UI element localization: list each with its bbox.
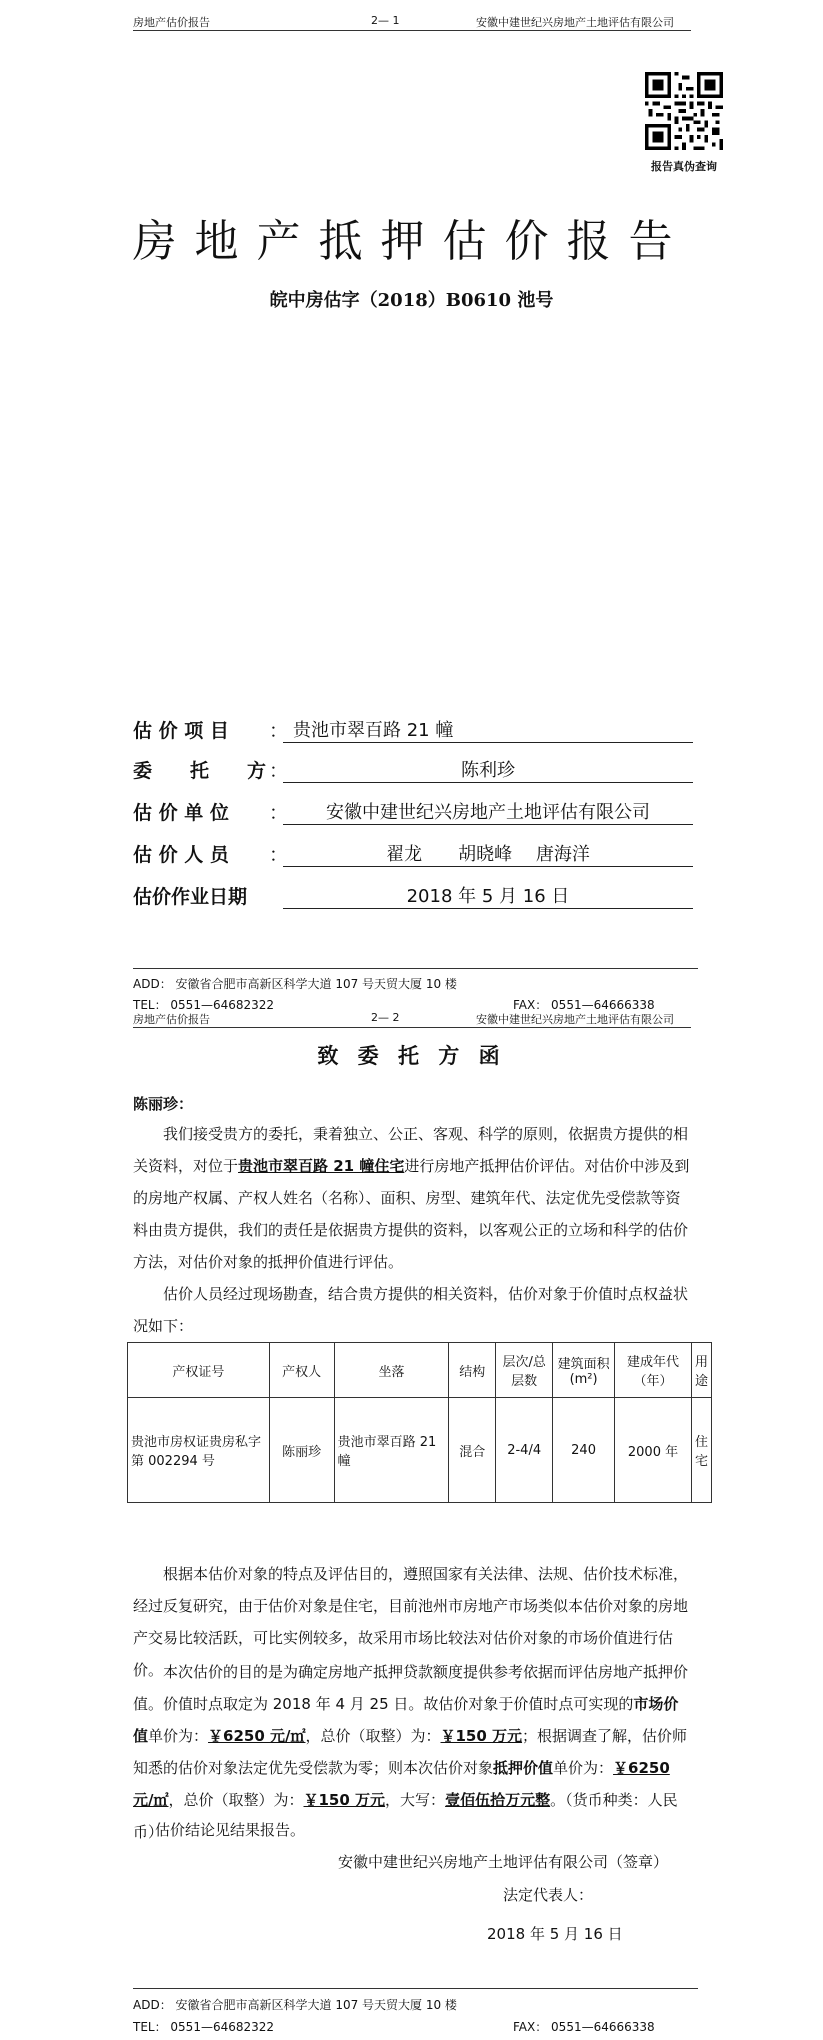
page2-footer-tel: TEL： 0551—64682322 [133,2020,275,2034]
market-total-price: ￥150 万元 [440,1727,523,1745]
letter-salutation: 陈丽珍： [133,1095,194,1113]
table-header-cell: 建筑面积(m²) [553,1343,615,1398]
table-header-cell: 产权人 [269,1343,334,1398]
page1-footer-address: ADD： 安徽省合肥市高新区科学大道 107 号天贸大厦 10 楼 [133,977,457,991]
field-project-value: 贵池市翠百路 21 幢 [283,716,693,743]
page2-footer-rule [133,1988,698,1989]
page2-footer-fax: FAX： 0551—64666338 [513,2020,655,2034]
mortgage-total-price: ￥150 万元 [303,1791,386,1809]
page1-footer-tel: TEL： 0551—64682322 [133,998,275,1012]
field-date-value: 2018 年 5 月 16 日 [283,882,693,909]
table-header-cell: 坐落 [334,1343,449,1398]
total-in-words: 壹佰伍拾万元整 [445,1791,551,1809]
page1-footer-fax: FAX： 0551—64666338 [513,998,655,1012]
paragraph-intro-a: 我们接受贵方的委托，秉着独立、公正、客观、科学的原则，依据贵方提供的相关资料，对位于 [133,1125,689,1175]
table-header-cell: 产权证号 [128,1343,270,1398]
field-client [133,756,693,786]
conclusion-text-k: ，总价（取整）为： [168,1791,304,1809]
page2-header-left: 房地产估价报告 [133,1013,210,1026]
qr-code-icon[interactable] [645,72,723,150]
field-date-label: 估价作业日期 [133,886,248,908]
conclusion-text-o: 。（货币种类：人民币） [133,1791,678,1841]
property-table [127,1342,712,1503]
table-header-cell: 层次/总层数 [496,1343,553,1398]
page1-header-left: 房地产估价报告 [133,16,210,29]
letter-title: 致 委 托 方 函 [317,1043,506,1068]
table-cell: 住宅 [691,1398,711,1503]
paragraph-survey-text: 估价人员经过现场勘查，结合贵方提供的相关资料，估价对象于价值时点权益状况如下： [133,1285,689,1335]
qr-caption: 报告真伪查询 [651,160,717,173]
field-project-label: 估 价 项 目 [133,720,229,742]
field-date [133,882,693,912]
paragraph-survey [133,1278,693,1342]
signature-representative: 法定代表人： [503,1886,594,1904]
field-colon: ： [269,844,289,866]
conclusion-text-c: 单价为： [148,1727,209,1745]
table-row [128,1398,712,1503]
market-unit-price: ￥6250 元/㎡ [208,1727,306,1745]
table-cell: 贵池市房权证贵房私字第 002294 号 [128,1398,270,1503]
page2-header-right: 安徽中建世纪兴房地产土地评估有限公司 [476,1013,674,1026]
page2-header-page: 2— 2 [371,1011,400,1024]
field-colon: ： [269,760,289,782]
signature-date: 2018 年 5 月 16 日 [487,1925,623,1943]
mortgage-value-label: 抵押价值 [493,1759,554,1777]
conclusion-text-e: ，总价（取整）为： [305,1727,441,1745]
mortgage-unit-price: ￥6250 元/㎡ [133,1759,670,1809]
field-client-label: 委 托 方 [133,760,267,782]
field-colon: ： [269,720,289,742]
page1-footer-rule [133,968,698,969]
field-project [133,716,693,746]
conclusion-text-a: 本次估价的目的是为确定房地产抵押贷款额度提供参考依据而评估房地产抵押价值。价值时点取定为 2018 年 4 月 25 日。故估价对象于价值时点可实现的 [133,1663,689,1713]
page1-header-page: 2— 1 [371,14,400,27]
table-header-cell: 结构 [449,1343,496,1398]
page2-header-rule [133,1027,691,1028]
table-header-row [128,1343,712,1398]
paragraph-see-report-text: 估价结论见结果报告。 [155,1821,306,1839]
paragraph-method-text: 根据本估价对象的特点及评估目的，遵照国家有关法律、法规、估价技术标准，经过反复研究，由于估价对象是住宅，目前池州市房地产市场类似本估价对象的房地产交易比较活跃，可比实例较多，故采用市场比较法对估价对象的市场价值进行估价。 [133,1565,689,1679]
page1-header-right: 安徽中建世纪兴房地产土地评估有限公司 [476,16,674,29]
paragraph-intro [133,1118,693,1278]
paragraph-intro-c: 进行房地产抵押估价评估。对估价中涉及到的房地产权属、产权人姓名（名称）、面积、房型、建筑年代、法定优先受偿款等资料由贵方提供，我们的责任是依据贵方提供的资料，以客观公正的立场和科学的估价方法，对估价对象的抵押价值进行评估。 [133,1157,690,1271]
market-value-label: 市场价值 [133,1695,679,1745]
table-cell: 2-4/4 [496,1398,553,1503]
table-cell: 陈丽珍 [269,1398,334,1503]
conclusion-text-g: ；根据调查了解，估价师知悉的估价对象法定优先受偿款为零；则本次估价对象 [133,1727,688,1777]
table-cell: 2000 年 [615,1398,692,1503]
signature-company: 安徽中建世纪兴房地产土地评估有限公司（签章） [338,1853,669,1871]
field-staff-label: 估 价 人 员 [133,844,229,866]
conclusion-text-m: ，大写： [385,1791,446,1809]
table-header-cell: 建成年代（年） [615,1343,692,1398]
property-location: 贵池市翠百路 21 幢住宅 [238,1157,405,1175]
table-cell: 240 [553,1398,615,1503]
field-unit [133,798,693,828]
field-staff-value: 翟龙 胡晓峰 唐海洋 [283,840,693,867]
field-staff [133,840,693,870]
page1-header-rule [133,30,691,31]
report-number: 皖中房估字（2018）B0610 池号 [269,290,554,311]
table-cell: 混合 [449,1398,496,1503]
paragraph-see-report [133,1814,693,1846]
table-cell: 贵池市翠百路 21 幢 [334,1398,449,1503]
field-unit-label: 估 价 单 位 [133,802,229,824]
table-header-cell: 用途 [691,1343,711,1398]
field-client-value: 陈利珍 [283,756,693,783]
field-unit-value: 安徽中建世纪兴房地产土地评估有限公司 [283,798,693,825]
report-title: 房地产抵押估价报告 [132,216,691,267]
conclusion-text-i: 单价为： [553,1759,614,1777]
page2-footer-address: ADD： 安徽省合肥市高新区科学大道 107 号天贸大厦 10 楼 [133,1998,457,2012]
field-colon: ： [269,802,289,824]
